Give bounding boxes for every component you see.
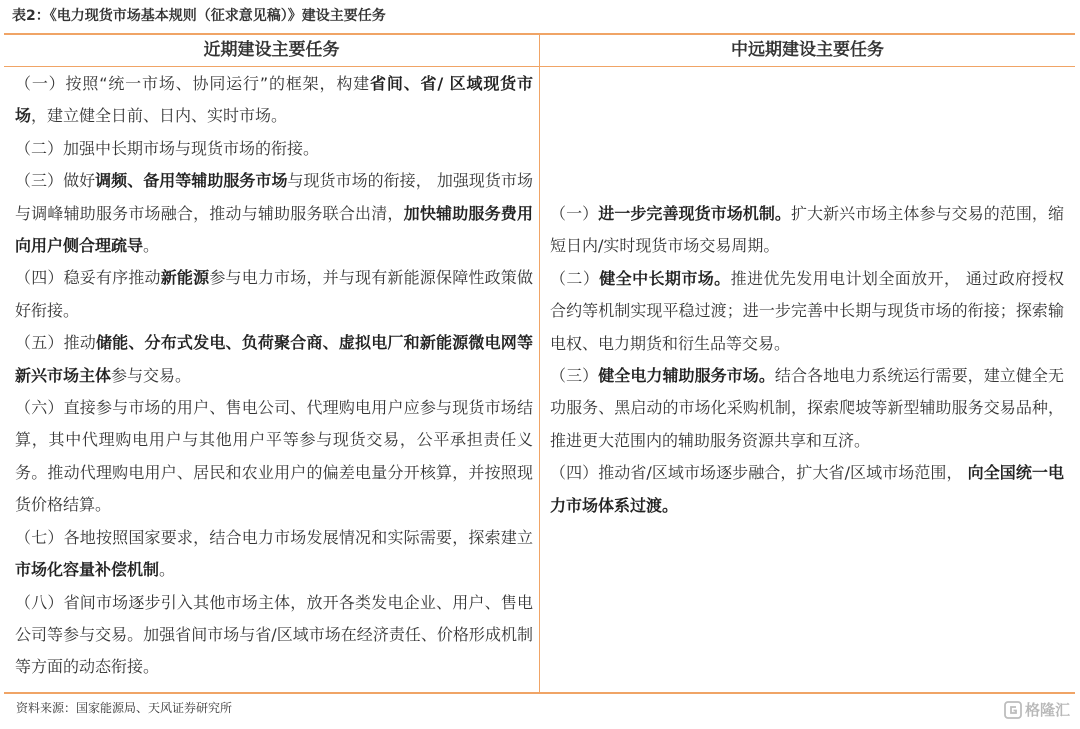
near-task-7: （七）各地按照国家要求，结合电力市场发展情况和实际需要，探索建立市场化容量补偿机制。 — [15, 527, 533, 580]
watermark — [1004, 699, 1070, 720]
gelonghui-logo-icon — [1004, 701, 1022, 719]
near-task-3: （三）做好调频、备用等辅助服务市场与现货市场的衔接， 加强现货市场与调峰辅助服务市场融合，推动与辅助服务联合出清，加快辅助服务费用向用户侧合理疏导。 — [15, 171, 533, 256]
long-task-1: （一）进一步完善现货市场机制。扩大新兴市场主体参与交易的范围，缩短日内/实时现货市场交易周期。 — [550, 204, 1064, 256]
long-task-3: （三）健全电力辅助服务市场。结合各地电力系统运行需要，建立健全无功服务、黑启动的市场化采购机制，探索爬坡等新型辅助服务交易品种，推进更大范围内的辅助服务资源共享和互济。 — [550, 366, 1064, 450]
watermark-text: 格隆汇 — [1024, 701, 1070, 719]
near-task-6: （六）直接参与市场的用户、售电公司、代理购电用户应参与现货市场结算，其中代理购电用户与其他用户平等参与现货交易，公平承担责任义务。推动代理购电用户、居民和农业用户的偏差电量分开核算，并按照现货价格结算。 — [15, 398, 533, 515]
long-task-2: （二）健全中长期市场。推进优先发用电计划全面放开， 通过政府授权合约等机制实现平稳过渡；进一步完善中长期与现货市场的衔接；探索输电权、电力期货和衍生品等交易。 — [550, 268, 1064, 353]
header-near-term: 近期建设主要任务 — [203, 40, 340, 60]
near-term-tasks — [15, 68, 533, 684]
near-task-2: （二）加强中长期市场与现货市场的衔接。 — [15, 138, 320, 158]
table-title: 表2：《电力现货市场基本规则（征求意见稿）》建设主要任务 — [12, 8, 386, 24]
column-divider — [539, 35, 540, 692]
mid-long-term-tasks — [550, 198, 1064, 522]
near-task-8: （八）省间市场逐步引入其他市场主体，放开各类发电企业、用户、售电公司等参与交易。加强省间市场与省/区域市场在经济责任、价格形成机制等方面的动态衔接。 — [15, 592, 533, 677]
tasks-table — [4, 33, 1075, 694]
near-task-1: （一）按照“统一市场、协同运行”的框架，构建省间、省/ 区域现货市场，建立健全日前、日内、实时市场。 — [15, 74, 533, 126]
near-task-5: （五）推动储能、分布式发电、负荷聚合商、虚拟电厂和新能源微电网等新兴市场主体参与交易。 — [15, 333, 533, 385]
header-mid-long-term: 中远期建设主要任务 — [731, 40, 884, 60]
source-note: 资料来源：国家能源局、天风证券研究所 — [16, 701, 233, 715]
long-task-4: （四）推动省/区域市场逐步融合，扩大省/区域市场范围， 向全国统一电力市场体系过渡。 — [550, 463, 1064, 515]
near-task-4: （四）稳妥有序推动新能源参与电力市场，并与现有新能源保障性政策做好衔接。 — [15, 268, 533, 320]
